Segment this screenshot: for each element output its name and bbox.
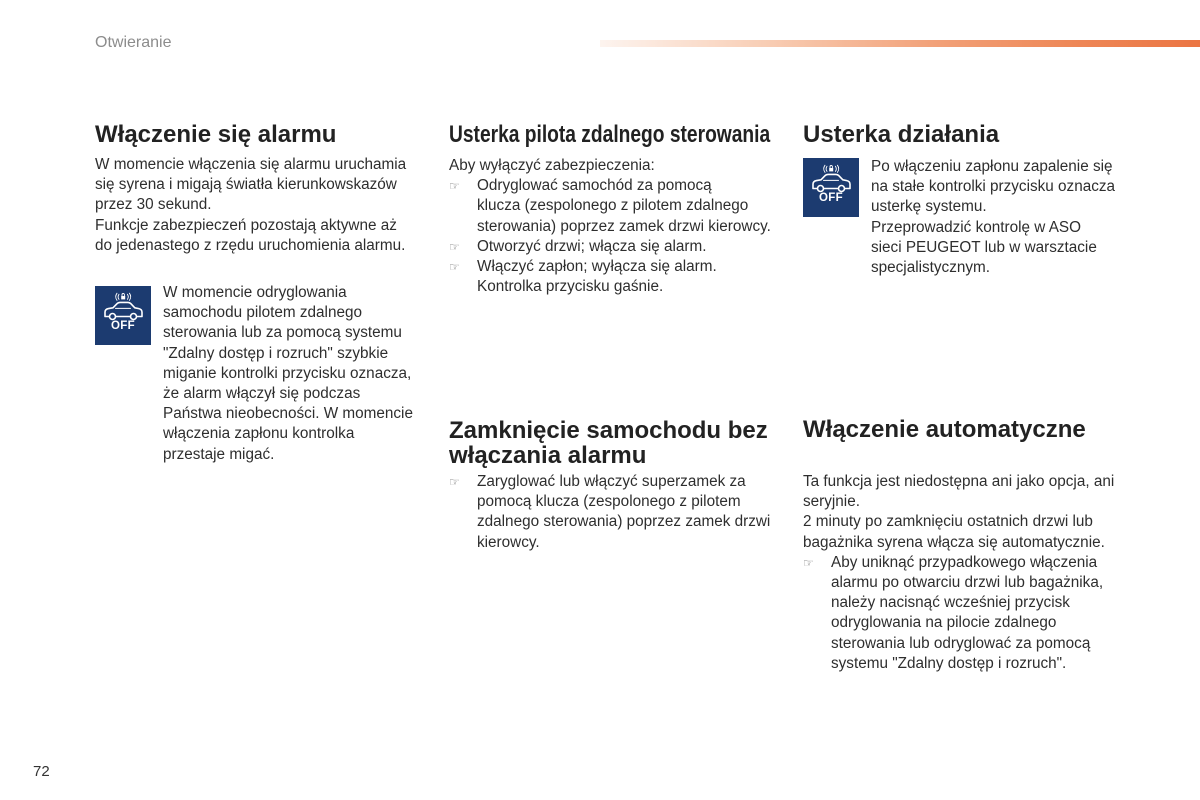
text-line: alarmu po otwarciu drzwi lub bagażnika, [831,574,1104,592]
heading-line: Zamknięcie samochodu bez [449,417,768,444]
header-accent-bar [600,40,1200,47]
automatic-activation-text [803,472,1114,674]
text-line: 2 minuty po zamknięciu ostatnich drzwi lub [803,513,1093,531]
intro-line: Aby wyłączyć zabezpieczenia: [449,157,655,174]
text-line: Przeprowadzić kontrolę w ASO [871,218,1081,236]
text-line: że alarm włączył się podczas [163,385,361,403]
text-line: przez 30 sekund. [95,196,212,214]
text-line: sterowania) poprzez zamek drzwi kierowcy. [477,217,771,235]
alarm-button-indicator [95,286,151,345]
locking-without-alarm-text [449,472,770,553]
heading-locking-without-alarm [449,418,768,468]
car-alarm-off-icon [95,286,151,345]
text-line: seryjnie. [803,493,860,511]
text-line: specjalistycznym. [871,259,991,277]
list-item [449,176,771,237]
paragraph [95,155,406,216]
text-line: należy nacisnąć wcześniej przycisk [831,594,1070,612]
text-line: sieci PEUGEOT lub w warsztacie [871,238,1097,256]
text-line: W momencie odryglowania [163,284,347,301]
text-line: Otworzyć drzwi; włącza się alarm. [477,237,707,255]
text-line: Zaryglować lub włączyć superzamek za [477,473,746,490]
text-line: przestaje migać. [163,445,275,463]
text-line: włączenia zapłonu kontrolka [163,425,355,443]
text-line: Włączyć zapłon; wyłącza się alarm. [477,258,717,276]
text-line: bagażnika syrena włącza się automatycznie. [803,533,1105,551]
list-item [449,472,770,553]
text-line: sterowania lub odryglować za pomocą [831,634,1091,652]
section-title: Otwieranie [95,34,172,51]
alarm-button-indicator [803,158,859,217]
text-line: Aby uniknąć przypadkowego włączenia [831,553,1098,571]
pointing-hand-icon [803,553,814,573]
text-line: samochodu pilotem zdalnego [163,304,362,322]
text-line: na stałe kontrolki przycisku oznacza [871,178,1116,196]
list-item [803,553,1114,674]
remote-control-failure-text [449,156,771,297]
text-line: Państwa nieobecności. W momencie [163,405,413,423]
text-line: usterkę systemu. [871,198,987,216]
list-item [449,257,771,297]
paragraph [871,218,1115,279]
text-line: do jedenastego z rzędu uruchomienia alarmu. [95,236,406,254]
text-line: miganie kontrolki przycisku oznacza, [163,364,412,382]
pointing-hand-icon [449,472,460,492]
text-line: W momencie włączenia się alarmu uruchamia [95,156,407,173]
text-line: Funkcje zabezpieczeń pozostają aktywne aż [95,216,397,234]
off-label: OFF [111,320,135,332]
text-line: Po włączeniu zapłonu zapalenie się [871,158,1113,175]
paragraph [95,216,406,256]
pointing-hand-icon [449,257,460,277]
car-alarm-off-icon [803,158,859,217]
text-line: sterowania lub za pomocą systemu [163,324,402,342]
text-line: się syrena i migają światła kierunkowskazów [95,176,397,194]
page-number: 72 [33,763,50,780]
heading-alarm-triggering: Włączenie się alarmu [95,121,337,148]
paragraph [871,157,1115,218]
text-line: odryglowania na pilocie zdalnego [831,614,1057,632]
heading-automatic-activation: Włączenie automatyczne [803,416,1086,443]
malfunction-note-text [871,157,1115,278]
text-line: Ta funkcja jest niedostępna ani jako opcja, ani [803,473,1115,490]
text-line: Kontrolka przycisku gaśnie. [477,278,664,296]
paragraph [803,472,1114,512]
off-label: OFF [819,192,843,204]
text-line: zdalnego sterowania) poprzez zamek drzwi [477,513,771,531]
text-line: Odryglować samochód za pomocą [477,177,712,195]
text-line: systemu "Zdalny dostęp i rozruch". [831,654,1067,672]
heading-remote-control-failure: Usterka pilota zdalnego sterowania [449,121,771,148]
alarm-triggering-text [95,155,406,256]
text-line: kierowcy. [477,533,540,551]
heading-line: włączania alarmu [449,442,647,469]
text-line: pomocą klucza (zespolonego z pilotem [477,493,741,511]
pointing-hand-icon [449,176,460,196]
text-line: "Zdalny dostęp i rozruch" szybkie [163,344,389,362]
alarm-note-text [163,283,413,465]
paragraph [803,512,1114,552]
list-item [449,237,771,257]
text-line: klucza (zespolonego z pilotem zdalnego [477,197,749,215]
heading-malfunction: Usterka działania [803,121,1000,148]
pointing-hand-icon [449,237,460,257]
